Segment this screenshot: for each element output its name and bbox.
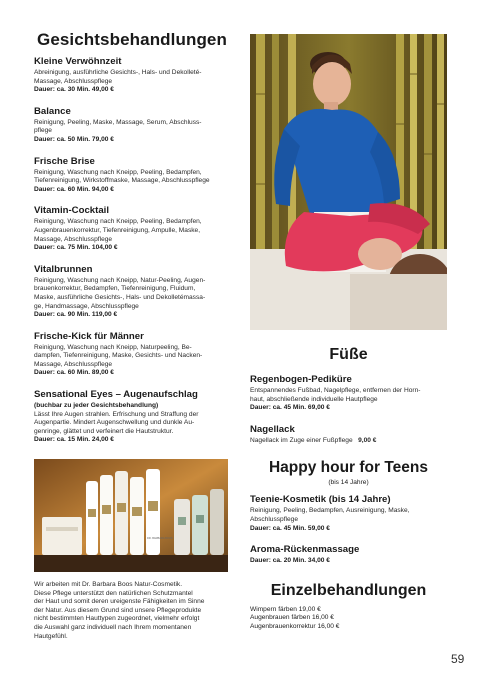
nagellack-price: 9,00 € xyxy=(358,436,377,444)
treatment-title: Frische-Kick für Männer xyxy=(34,330,144,342)
list-item: Augenbrauenkorrektur 16,00 € xyxy=(250,622,340,630)
treatment-duration-price: Dauer: ca. 75 Min. 104,00 € xyxy=(34,244,118,252)
treatment-desc-line: Lässt Ihre Augen strahlen. Erfrischung und Straffung der xyxy=(34,410,199,418)
treatment-item xyxy=(250,544,447,566)
treatment-title: Vitalbrunnen xyxy=(34,263,93,275)
treatment-desc-line: Reinigung, Waschung nach Kneipp, Naturpeeling, Be- xyxy=(34,343,192,351)
treatment-item xyxy=(34,56,230,95)
facial-treatments-section xyxy=(34,30,230,456)
note-line: der Natur. Aus diesem Grund sind unsere Pflegeprodukte xyxy=(34,606,202,614)
treatment-item xyxy=(250,494,447,533)
treatment-title: Vitamin-Cocktail xyxy=(34,205,109,217)
treatment-item xyxy=(34,264,230,320)
treatment-item xyxy=(34,205,230,252)
treatment-duration-price: Dauer: ca. 45 Min. 59,00 € xyxy=(250,524,330,532)
feet-heading: Füße xyxy=(329,346,368,363)
brand-note xyxy=(34,581,230,641)
facial-heading: Gesichtsbehandlungen xyxy=(37,30,227,49)
treatment-title: Balance xyxy=(34,105,71,117)
treatment-desc-line: Abschlusspflege xyxy=(250,515,299,523)
note-line: Hautgefühl. xyxy=(34,632,68,640)
treatment-desc-line: genringe, glättet und verfeinert die Hautstruktur. xyxy=(34,427,174,435)
treatment-desc-line: Reinigung, Waschung nach Kneipp, Natur-Peeling, Augen- xyxy=(34,276,206,284)
treatment-desc-line: Maske, ausführliche Gesichts-, Hals- und Dekolletémassa- xyxy=(34,293,206,301)
treatment-desc-line: brauenkorrektur, Bedampfen, Tiefenreinigung, Fluidum, xyxy=(34,285,196,293)
note-line: Wir arbeiten mit Dr. Barbara Boos Natur-Cosmetik. xyxy=(34,581,183,588)
treatment-desc-line: Entspannendes Fußbad, Nagelpflege, entfernen der Horn- xyxy=(250,387,421,394)
treatment-desc-line: Abreinigung, ausführliche Gesichts-, Hals- und Dekolleté- xyxy=(34,69,202,76)
treatment-title: Teenie-Kosmetik (bis 14 Jahre) xyxy=(250,494,391,506)
list-item: Augenbrauen färben 16,00 € xyxy=(250,614,334,622)
treatment-title: Nagellack xyxy=(250,423,295,435)
treatment-duration-price: Dauer: ca. 60 Min. 94,00 € xyxy=(34,185,114,193)
note-line: Diese Pflege unterstützt den natürlichen Schutzmantel xyxy=(34,589,193,597)
treatment-item xyxy=(250,374,447,413)
page-number: 59 xyxy=(451,652,465,666)
treatment-title: Sensational Eyes – Augenaufschlag xyxy=(34,389,198,401)
treatment-desc-line: Massage, Abschlusspflege xyxy=(34,235,113,243)
teens-subtitle: (bis 14 Jahre) xyxy=(328,479,369,487)
note-line: der Haut und somit deren ureigenste Fähigkeiten im Sinne xyxy=(34,598,205,606)
treatment-duration-price: Dauer: ca. 60 Min. 89,00 € xyxy=(34,369,114,377)
teens-heading: Happy hour for Teens xyxy=(268,459,429,477)
note-line: die Auswahl ganz individuell nach Ihrem momentanen xyxy=(34,623,192,631)
treatment-desc-line: Augenbrauenkorrektur, Tiefenreinigung, Ampulle, Maske, xyxy=(34,226,201,234)
nagellack-desc: Nagellack im Zuge einer Fußpflege xyxy=(250,436,353,444)
right-column xyxy=(250,346,447,632)
treatment-desc xyxy=(250,437,447,446)
note-line: nicht bestimmten Hauttypen zugeordnet, vielmehr erfolgt xyxy=(34,615,200,623)
treatment-duration-price: Dauer: ca. 20 Min. 34,00 € xyxy=(250,557,330,565)
single-treatments-heading: Einzelbehandlungen xyxy=(270,581,427,599)
treatment-duration-price: Dauer: ca. 45 Min. 69,00 € xyxy=(250,404,330,412)
treatment-duration-price: Dauer: ca. 50 Min. 79,00 € xyxy=(34,135,114,143)
treatment-desc-line: Reinigung, Waschung nach Kneipp, Peeling, Bedampfen, xyxy=(34,168,202,176)
treatment-desc-line: Tiefenreinigung, Wirkstoffmaske, Massage, Abschlusspflege xyxy=(34,177,210,185)
facial-massage-photo xyxy=(250,34,447,330)
treatment-desc-line: Augenpartie. Mindert Augenschwellung und dunkle Au- xyxy=(34,419,195,427)
treatment-duration-price: Dauer: ca. 30 Min. 49,00 € xyxy=(34,86,114,94)
treatment-title: Kleine Verwöhnzeit xyxy=(34,56,122,67)
treatment-desc-line: haut, abschließende individuelle Hautpflege xyxy=(250,395,378,403)
treatment-item xyxy=(34,331,230,378)
treatment-title: Aroma-Rückenmassage xyxy=(250,544,360,556)
treatment-desc-line: Reinigung, Peeling, Maske, Massage, Serum, Abschluss- xyxy=(34,118,202,126)
treatment-item xyxy=(34,156,230,195)
treatment-desc-line: Reinigung, Waschung nach Kneipp, Peeling, Bedampfen, xyxy=(34,218,202,226)
treatment-duration-price: Dauer: ca. 90 Min. 119,00 € xyxy=(34,311,118,319)
treatment-subtitle: (buchbar zu jeder Gesichtsbehandlung) xyxy=(34,402,159,410)
treatment-desc-line: dampfen, Tiefenreinigung, Maske, Gesichts- und Nacken- xyxy=(34,352,203,360)
treatment-item-nagellack xyxy=(250,424,447,446)
treatment-title: Frische Brise xyxy=(34,155,95,167)
treatment-item xyxy=(34,106,230,145)
treatment-desc-line: ge, Handmassage, Abschlusspflege xyxy=(34,302,139,310)
treatment-desc-line: Reinigung, Peeling, Bedampfen, Ausreinigung, Maske, xyxy=(250,507,410,515)
bottle-brand-text: DR. BARBARA BOOS xyxy=(147,537,173,540)
cosmetic-products-photo xyxy=(34,459,228,572)
list-item: Wimpern färben 19,00 € xyxy=(250,605,321,613)
treatment-desc-line: pflege xyxy=(34,127,52,135)
treatment-desc-line: Massage, Abschlusspflege xyxy=(34,360,113,368)
treatment-desc-line: Massage, Abschlusspflege xyxy=(34,77,113,85)
treatment-item-sensational-eyes xyxy=(34,389,230,445)
treatment-duration-price: Dauer: ca. 15 Min. 24,00 € xyxy=(34,436,114,444)
single-treatments-list xyxy=(250,606,447,632)
treatment-title: Regenbogen-Pediküre xyxy=(250,374,352,385)
